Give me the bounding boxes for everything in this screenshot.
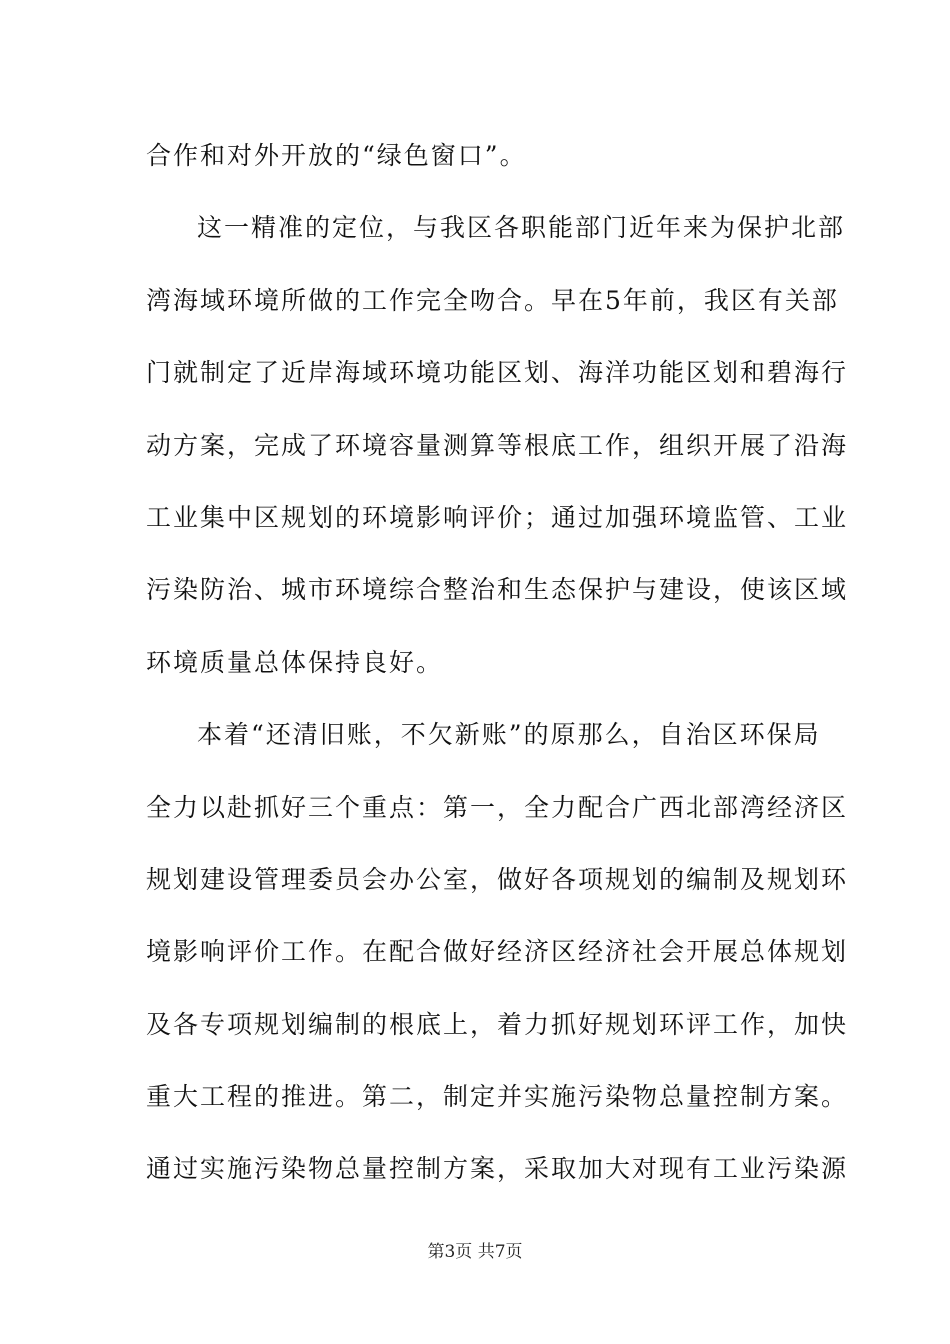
page-number-footer: 第3页 共7页 [427, 1242, 523, 1262]
document-body [146, 131, 849, 1217]
text-line: 通过实施污染物总量控制方案，采取加大对现有工业污染源 [146, 1154, 849, 1184]
text-line: 重大工程的推进。第二，制定并实施污染物总量控制方案。 [146, 1082, 849, 1112]
text-line: 工业集中区规划的环境影响评价；通过加强环境监管、工业 [146, 502, 849, 532]
text-line: 污染防治、城市环境综合整治和生态保护与建设，使该区域 [146, 575, 849, 605]
text-line: 全力以赴抓好三个重点：第一，全力配合广西北部湾经济区 [146, 792, 849, 822]
text-line: 规划建设管理委员会办公室，做好各项规划的编制及规划环 [146, 864, 849, 894]
text-line: 湾海域环境所做的工作完全吻合。早在5年前，我区有关部 [146, 285, 839, 315]
text-line: 动方案，完成了环境容量测算等根底工作，组织开展了沿海 [146, 430, 849, 460]
text-line: 本着“还清旧账，不欠新账”的原那么，自治区环保局 [197, 720, 821, 750]
text-line: 境影响评价工作。在配合做好经济区经济社会开展总体规划 [146, 937, 849, 967]
text-line: 及各专项规划编制的根底上，着力抓好规划环评工作，加快 [146, 1009, 849, 1039]
text-line: 合作和对外开放的“绿色窗口”。 [146, 141, 527, 170]
text-line: 门就制定了近岸海域环境功能区划、海洋功能区划和碧海行 [146, 358, 849, 388]
text-line: 环境质量总体保持良好。 [146, 647, 444, 677]
text-line: 这一精准的定位，与我区各职能部门近年来为保护北部 [197, 213, 846, 243]
